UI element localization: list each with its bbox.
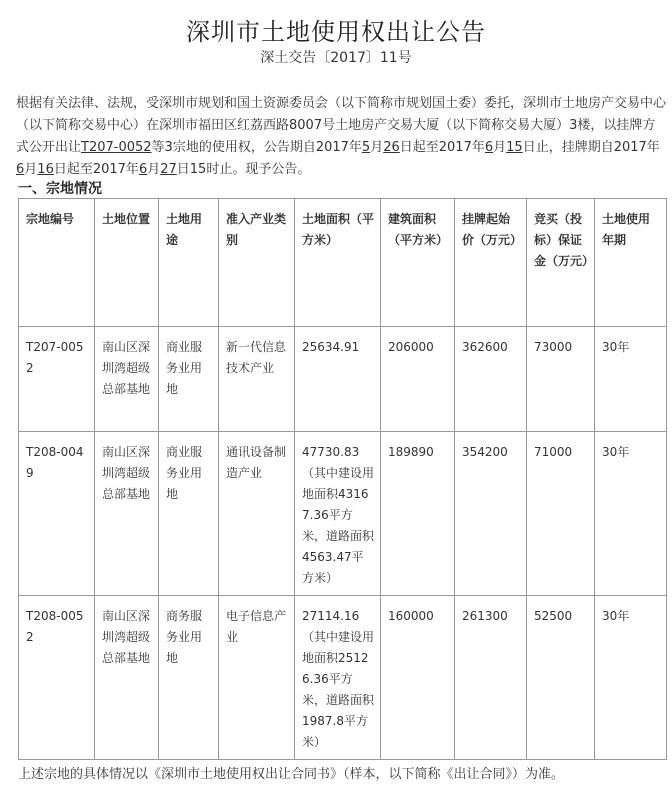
cell-term: 30年 — [595, 432, 667, 596]
cell-deposit: 52500 — [527, 596, 595, 760]
header-term: 土地使用年期 — [595, 199, 667, 327]
cell-land-use: 商业服务业用地 — [159, 327, 219, 432]
header-parcel-no: 宗地编号 — [19, 199, 95, 327]
header-floor-area: 建筑面积（平方米） — [381, 199, 455, 327]
notice-end-month: 6 — [484, 140, 494, 155]
cell-land-use: 商业服务业用地 — [159, 432, 219, 596]
header-land-use: 土地用途 — [159, 199, 219, 327]
intro-text-8: 日起至2017年 — [53, 162, 139, 177]
listing-end-month: 6 — [138, 162, 148, 177]
intro-text-1: 根据有关法律、法规，受深圳市规划和国土资源委员会（以下简称市规划国土委）委托，深圳市土地房产交易中心（以下简称交易中心）在深圳市福田区红荔西路8007号土地房产交易大厦（以下简称交易大厦）3楼，以挂牌方式公开出让 — [16, 96, 667, 155]
cell-land-area: 47730.83（其中建设用地面积43167.36平方米，道路面积4563.47平方米） — [295, 432, 381, 596]
table-row — [19, 596, 667, 760]
intro-text-4: 日起至2017年 — [399, 140, 485, 155]
header-land-area: 土地面积（平方米） — [295, 199, 381, 327]
footer-paragraph: 上述宗地的具体情况以《深圳市土地使用权出让合同书》（样本，以下简称《出让合同》）为准。 — [18, 767, 565, 782]
table-row — [19, 432, 667, 596]
intro-text-3: 月 — [370, 140, 384, 155]
parcel-reference: T207-0052 — [81, 140, 152, 155]
cell-deposit: 73000 — [527, 327, 595, 432]
cell-deposit: 71000 — [527, 432, 595, 596]
cell-industry: 新一代信息技术产业 — [219, 327, 295, 432]
cell-land-area: 25634.91 — [295, 327, 381, 432]
intro-text-5: 月 — [493, 140, 507, 155]
table-row — [19, 327, 667, 432]
listing-start-month: 6 — [16, 162, 25, 177]
notice-start-day: 26 — [383, 140, 400, 155]
intro-paragraph — [16, 93, 666, 181]
cell-floor-area: 189890 — [381, 432, 455, 596]
section-title: 一、宗地情况 — [18, 181, 102, 197]
intro-text-7: 月 — [24, 162, 38, 177]
cell-land-use: 商务服务业用地 — [159, 596, 219, 760]
cell-location: 南山区深圳湾超级总部基地 — [95, 596, 159, 760]
cell-parcel-no: T208-0049 — [19, 432, 95, 596]
parcel-table — [18, 198, 667, 760]
intro-text-6: 日止，挂牌期自2017年 — [522, 140, 660, 155]
cell-start-price: 261300 — [455, 596, 527, 760]
header-deposit: 竞买（投标）保证金（万元） — [527, 199, 595, 327]
table-header-row — [19, 199, 667, 327]
cell-floor-area: 160000 — [381, 596, 455, 760]
document-number: 深土交告〔2017〕11号 — [260, 50, 412, 66]
cell-land-area: 27114.16（其中建设用地面积25126.36平方米，道路面积1987.8平方米） — [295, 596, 381, 760]
listing-end-day: 27 — [160, 162, 177, 177]
cell-term: 30年 — [595, 327, 667, 432]
cell-parcel-no: T207-0052 — [19, 327, 95, 432]
cell-location: 南山区深圳湾超级总部基地 — [95, 327, 159, 432]
cell-location: 南山区深圳湾超级总部基地 — [95, 432, 159, 596]
notice-start-month: 5 — [361, 140, 371, 155]
page-title: 深圳市土地使用权出让公告 — [186, 18, 486, 46]
cell-start-price: 354200 — [455, 432, 527, 596]
intro-text-10: 日15时止。现予公告。 — [176, 162, 311, 177]
intro-text-2: 等3宗地的使用权，公告期自2017年 — [151, 140, 362, 155]
listing-start-day: 16 — [37, 162, 54, 177]
cell-industry: 电子信息产业 — [219, 596, 295, 760]
cell-floor-area: 206000 — [381, 327, 455, 432]
header-location: 土地位置 — [95, 199, 159, 327]
intro-text-9: 月 — [147, 162, 161, 177]
cell-start-price: 362600 — [455, 327, 527, 432]
header-industry: 准入产业类别 — [219, 199, 295, 327]
notice-end-day: 15 — [506, 140, 523, 155]
cell-term: 30年 — [595, 596, 667, 760]
cell-industry: 通讯设备制造产业 — [219, 432, 295, 596]
cell-parcel-no: T208-0052 — [19, 596, 95, 760]
header-start-price: 挂牌起始价（万元） — [455, 199, 527, 327]
